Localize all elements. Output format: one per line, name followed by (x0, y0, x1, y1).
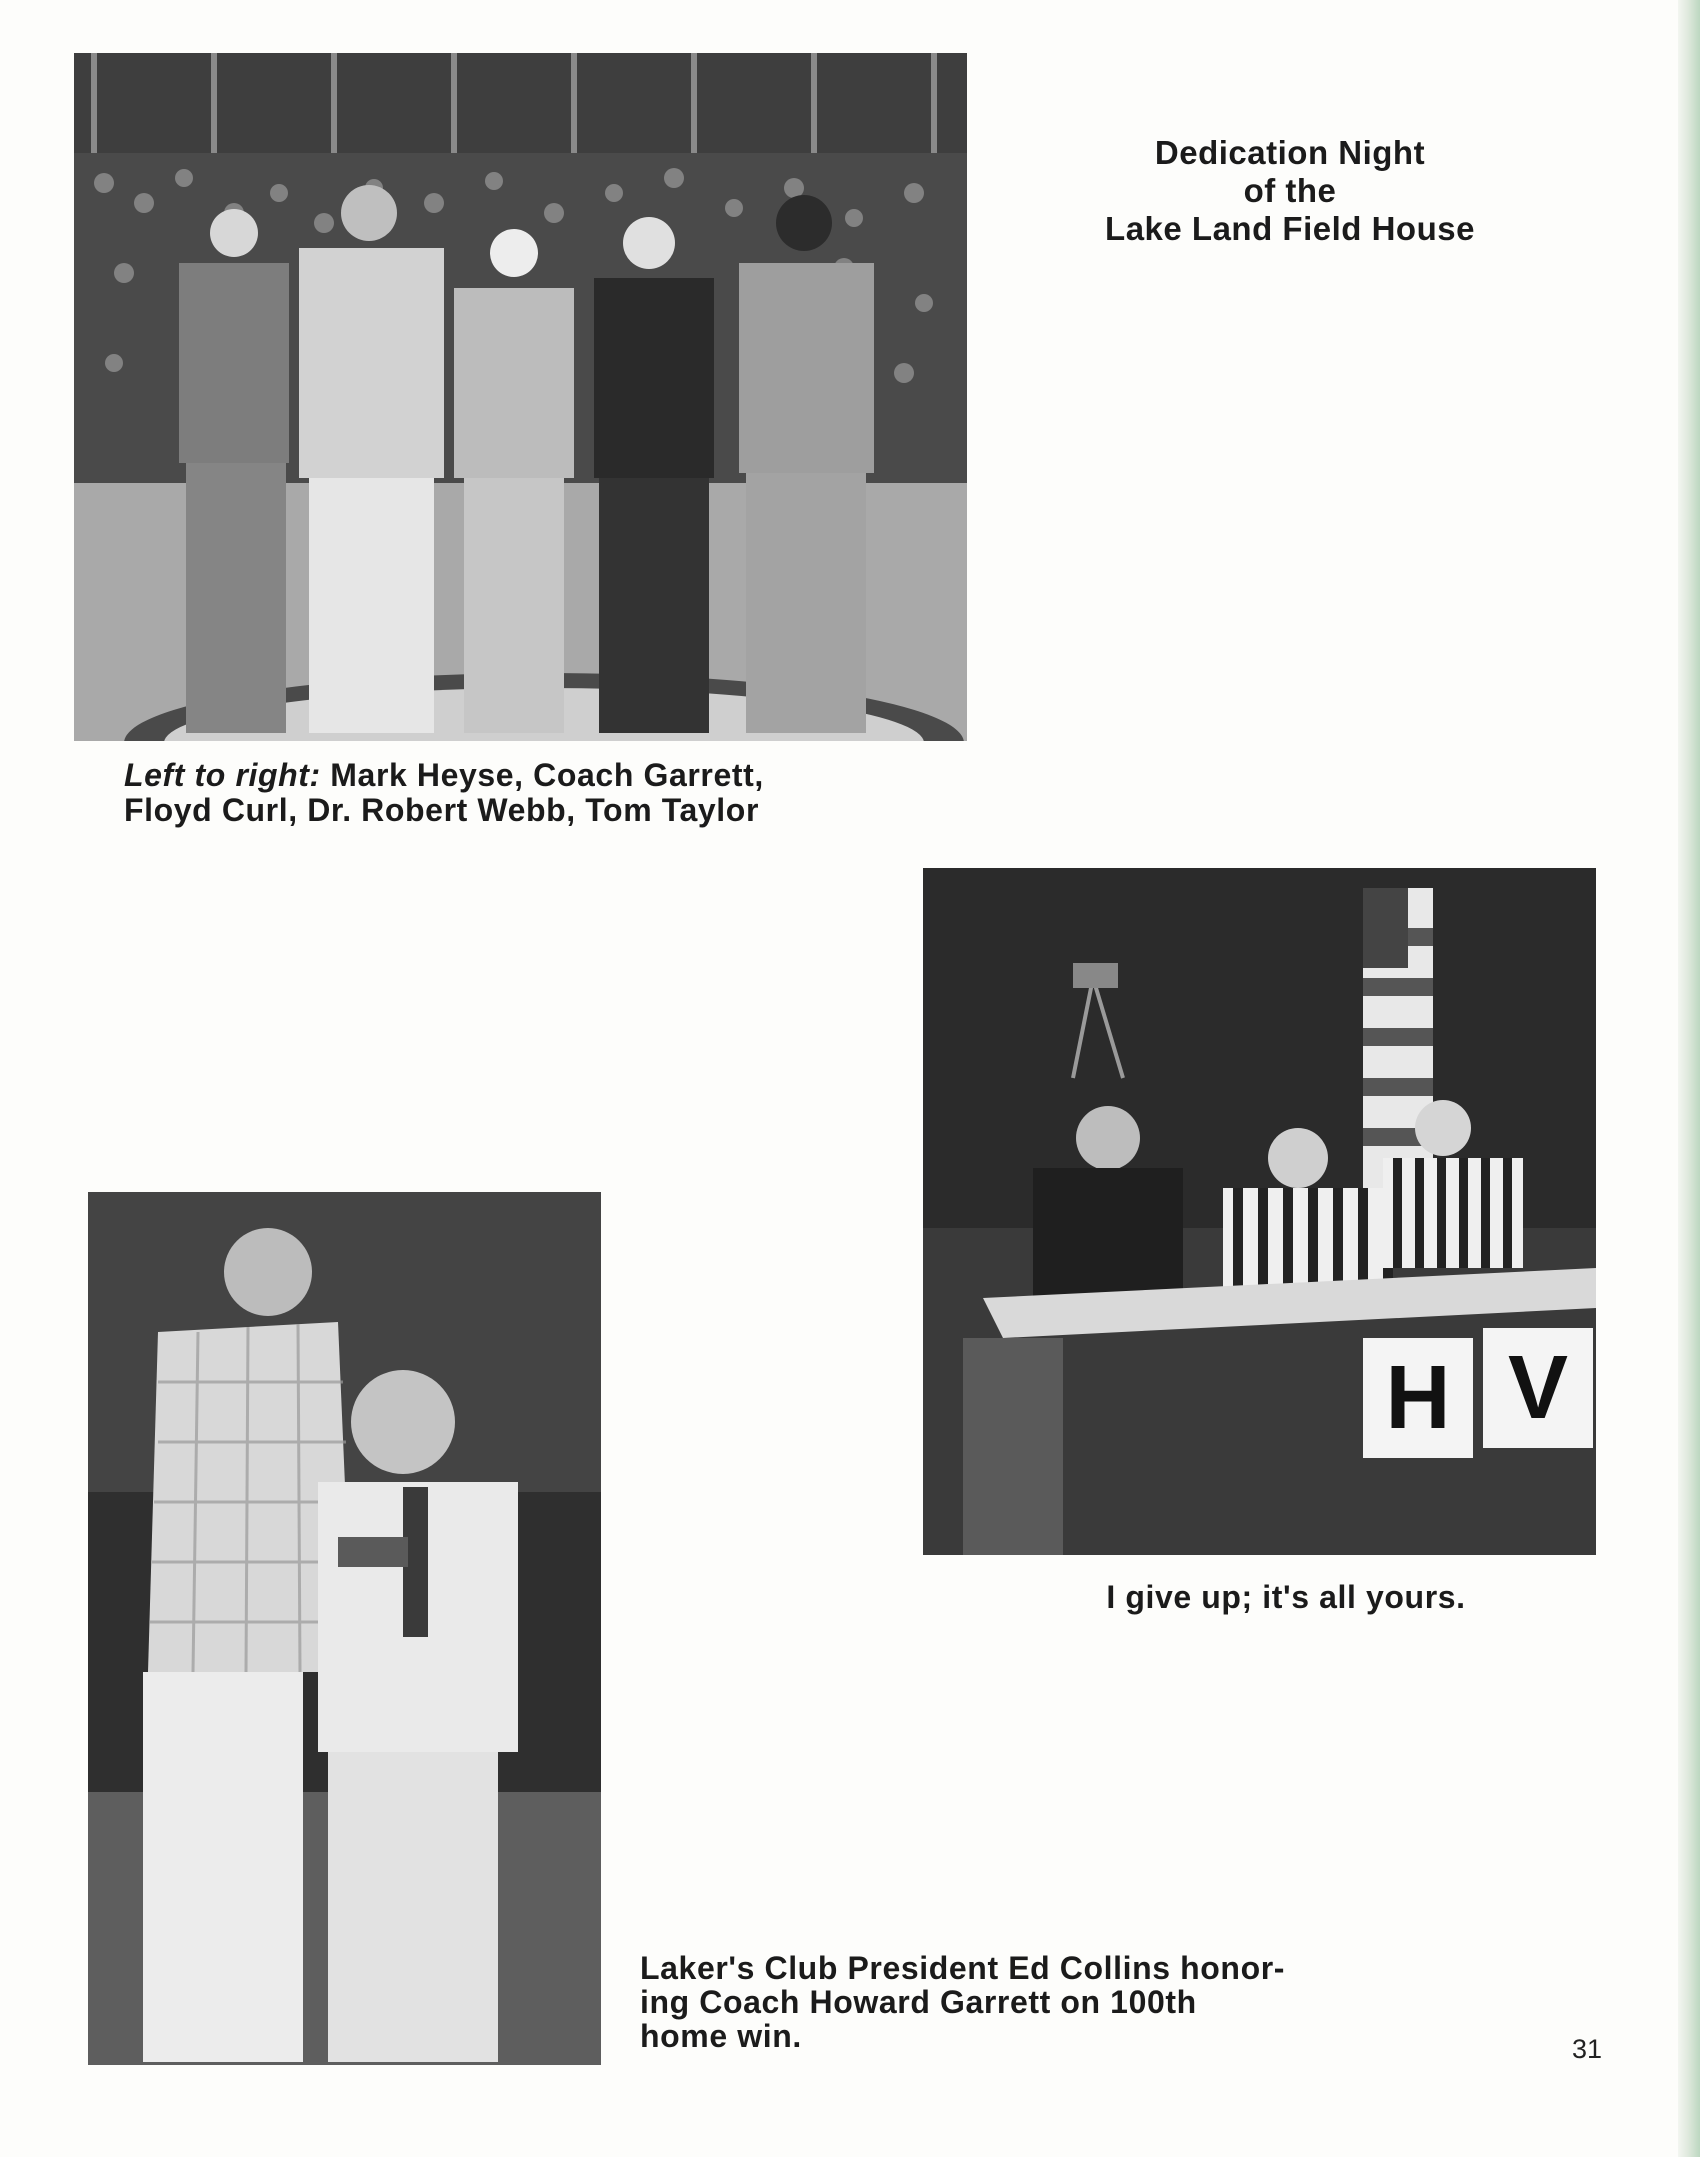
dedication-photo (74, 53, 967, 741)
award-caption-line-1: Laker's Club President Ed Collins honor- (640, 1950, 1286, 1986)
page-number: 31 (1572, 2034, 1603, 2064)
heading-line-2: of the (1243, 172, 1337, 209)
page-heading (1063, 134, 1517, 248)
heading-line-1: Dedication Night (1154, 134, 1426, 171)
page-edge (1678, 0, 1700, 2157)
caption-names-line-2: Floyd Curl, Dr. Robert Webb, Tom Taylor (124, 792, 759, 828)
award-caption (640, 1951, 1415, 2053)
home-sign: H (1385, 1348, 1451, 1448)
caption-lead: Left to right: (124, 757, 321, 793)
visitor-sign: V (1507, 1338, 1569, 1438)
dedication-caption (124, 758, 944, 828)
award-photo (88, 1192, 601, 2065)
scorers-table-photo (923, 868, 1596, 1555)
caption-names-line-1: Mark Heyse, Coach Garrett, (330, 757, 764, 793)
award-caption-line-2: ing Coach Howard Garrett on 100th (640, 1984, 1197, 2020)
heading-line-3: Lake Land Field House (1105, 210, 1475, 247)
scorers-caption: I give up; it's all yours. (1106, 1579, 1466, 1615)
award-caption-line-3: home win. (640, 2018, 802, 2054)
